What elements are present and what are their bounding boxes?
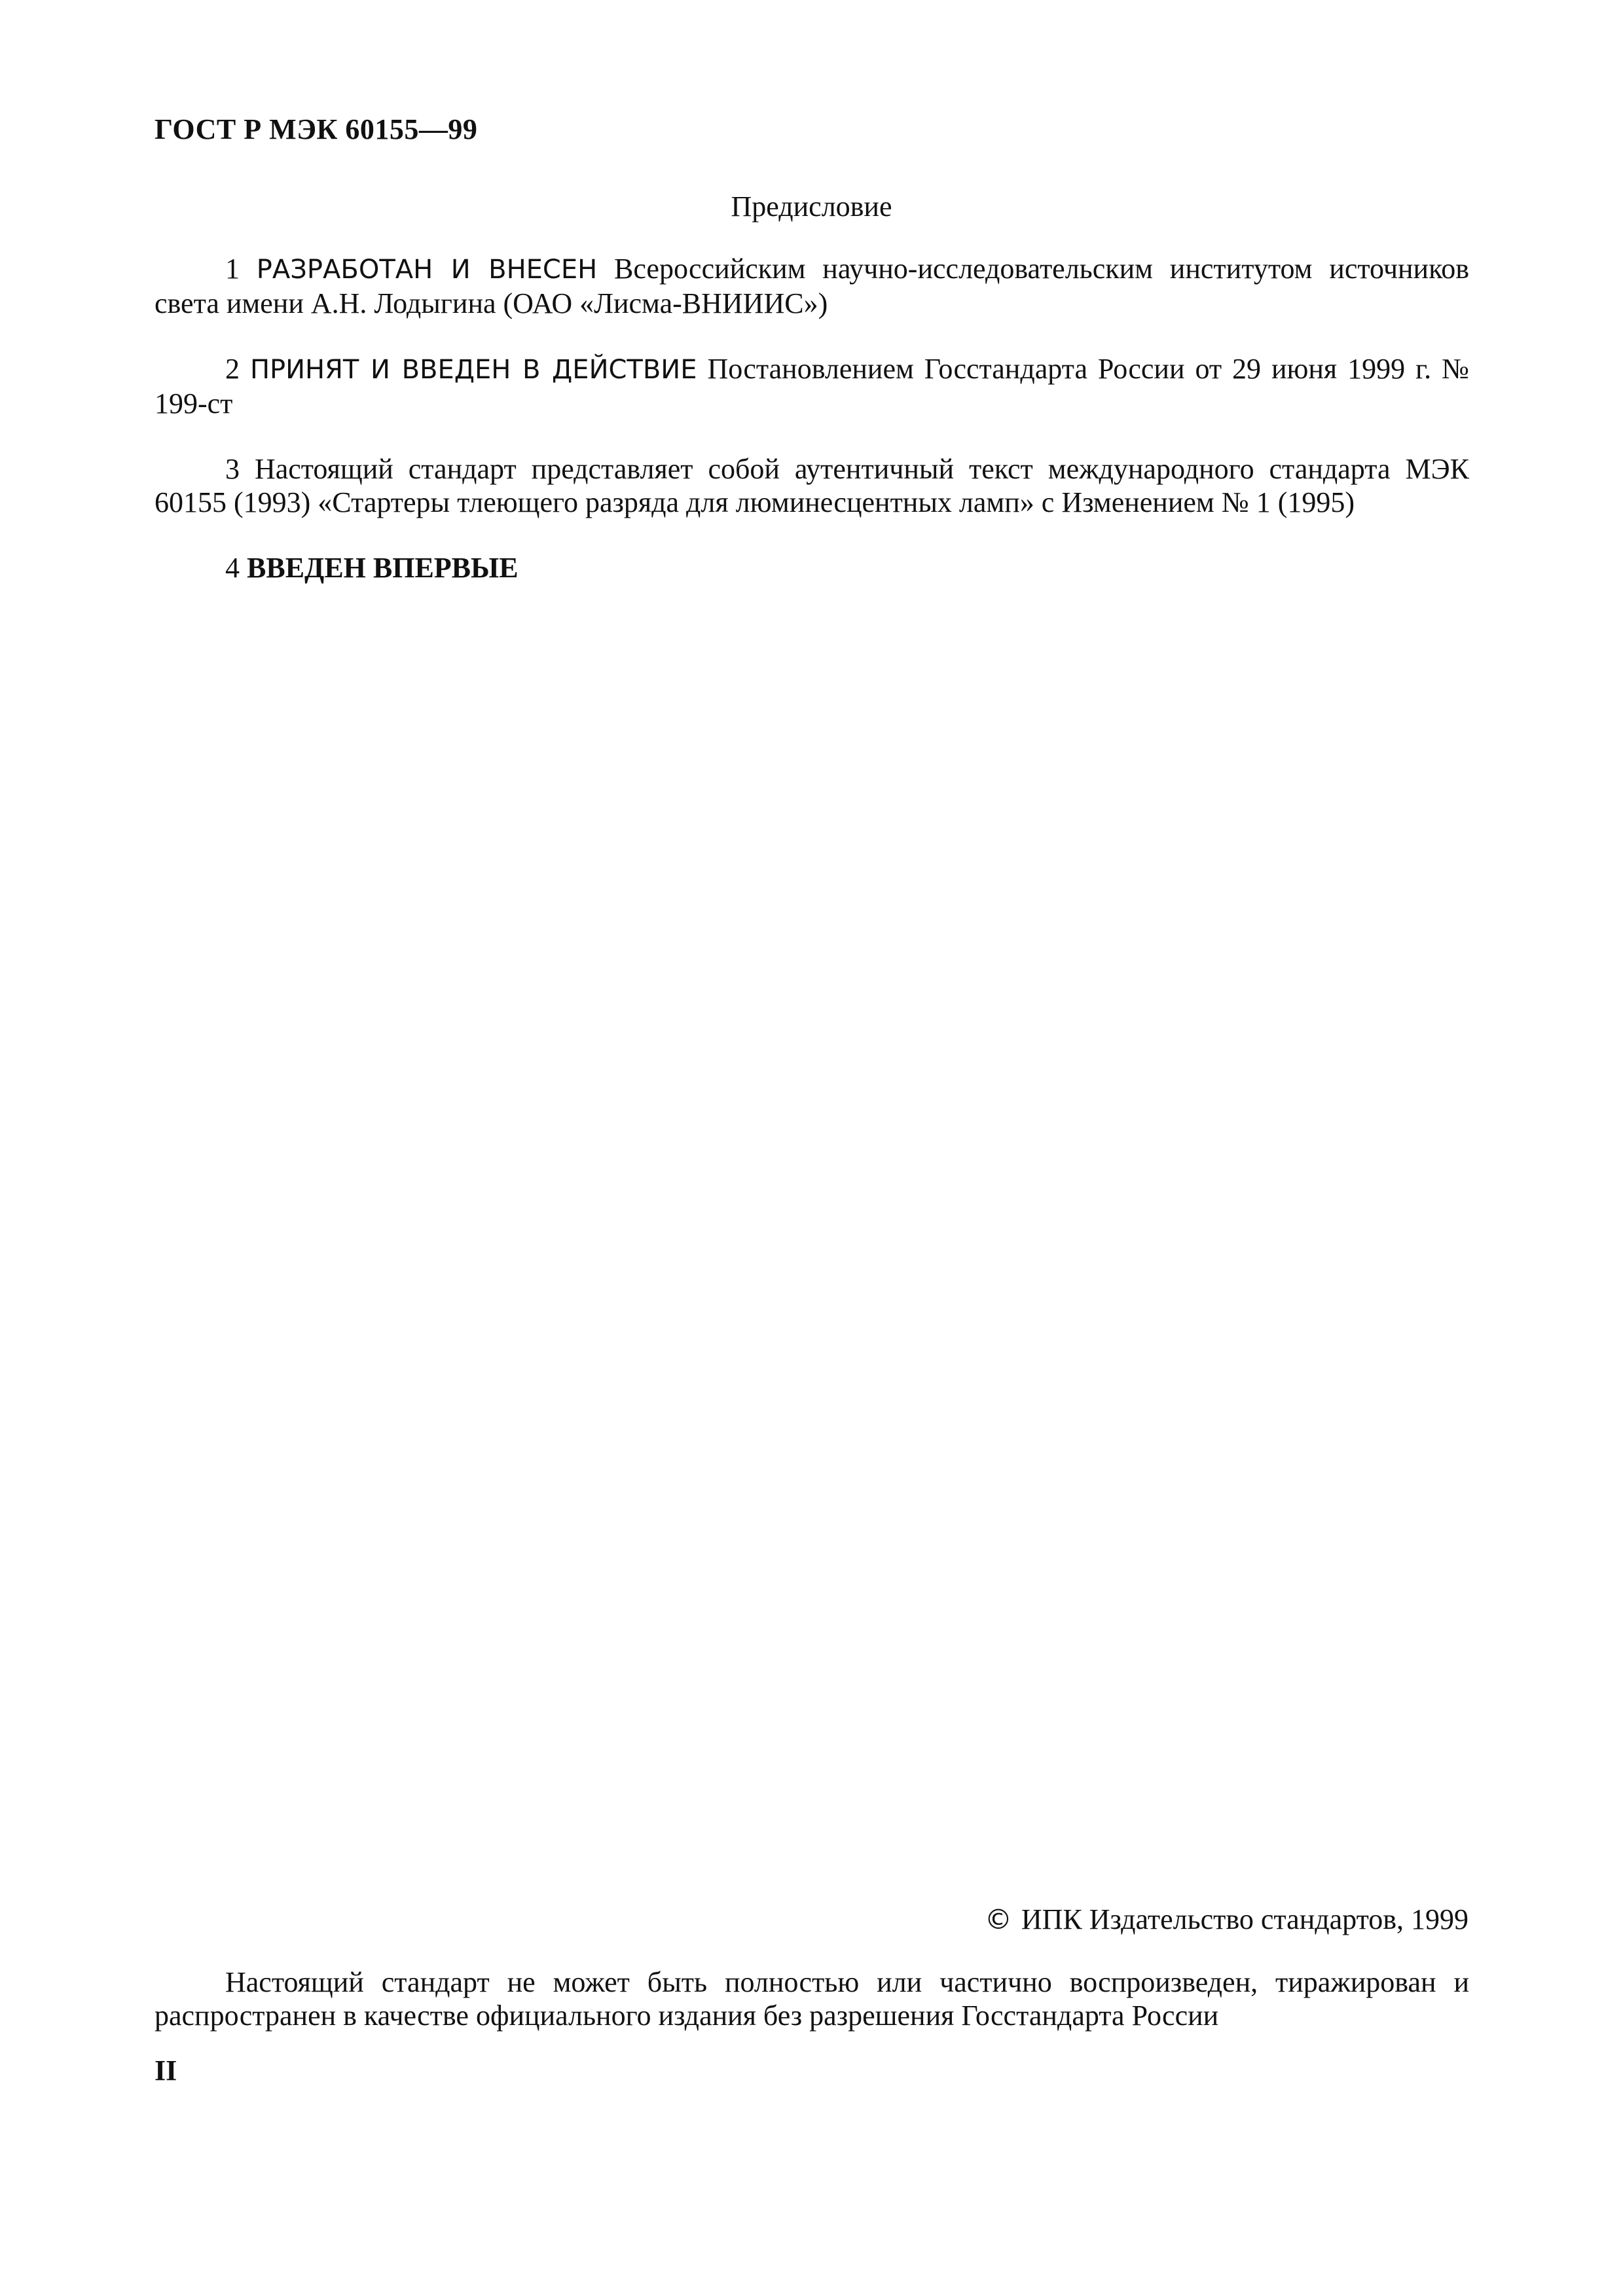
foreword-item-4	[155, 551, 1469, 584]
item-text: Всероссийским научно-исследовательским институтом источников света имени А.Н. Лодыгина (ОАО «Лисма-ВНИИИС»)	[155, 253, 1470, 319]
item-number: 2	[225, 353, 240, 385]
foreword-item-1	[155, 252, 1469, 320]
copyright-icon: ©	[984, 1903, 1012, 1935]
item-number: 4	[225, 552, 240, 584]
item-number: 3	[225, 453, 240, 485]
copyright-text: ИПК Издательство стандартов, 1999	[1021, 1903, 1468, 1935]
foreword-items	[155, 252, 1469, 617]
reproduction-notice: Настоящий стандарт не может быть полностью или частично воспроизведен, тиражирован и распространен в качестве официального издания без разрешения Госстандарта России	[155, 1966, 1469, 2032]
item-lead: ВВЕДЕН ВПЕРВЫЕ	[247, 552, 519, 584]
item-text: Постановлением Госстандарта России от 29 июня 1999 г. № 199-ст	[155, 353, 1470, 420]
page-number: II	[155, 2054, 177, 2087]
foreword-item-3	[155, 452, 1469, 519]
section-title: Предисловие	[731, 190, 892, 223]
item-lead: ПРИНЯТ И ВВЕДЕН В ДЕЙСТВИЕ	[249, 355, 697, 385]
copyright-line	[985, 1903, 1468, 1936]
foreword-item-2	[155, 352, 1469, 420]
document-header: ГОСТ Р МЭК 60155—99	[155, 113, 478, 145]
item-lead: РАЗРАБОТАН И ВНЕСЕН	[256, 255, 598, 285]
item-number: 1	[225, 253, 240, 285]
item-text: Настоящий стандарт представляет собой аутентичный текст международного стандарта МЭК 60155 (1993) «Стартеры тлеющего разряда для люминесцентных ламп» с Изменением № 1 (1995)	[155, 453, 1469, 518]
